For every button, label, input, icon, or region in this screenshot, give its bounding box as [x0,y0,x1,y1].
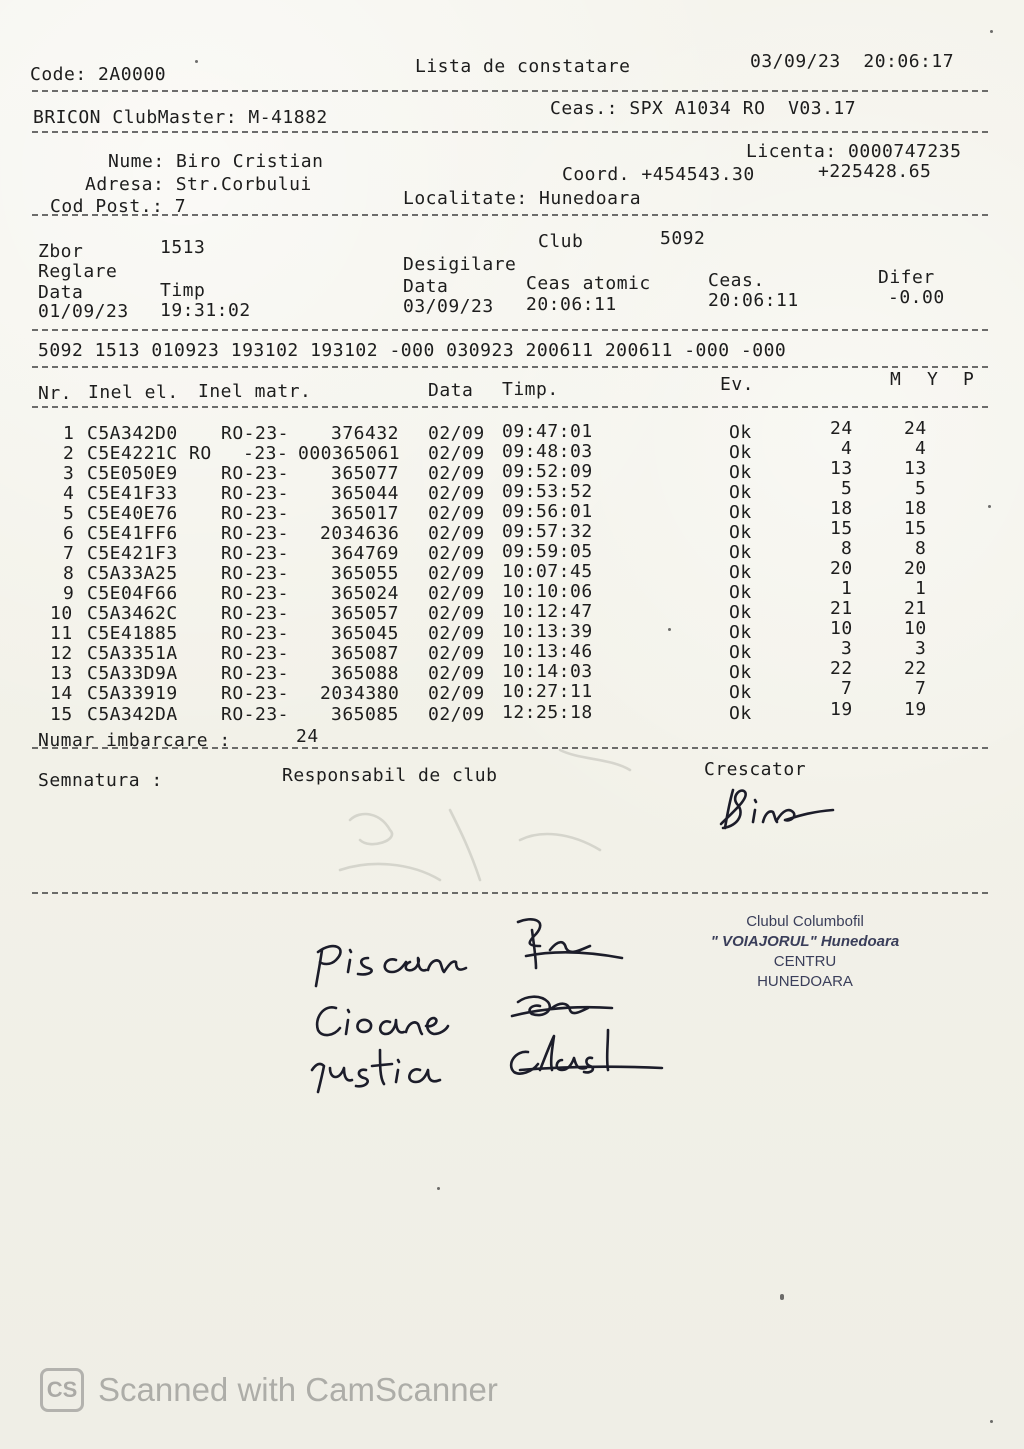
row-nr: 12 [50,643,73,664]
row-time: 09:57:32 [502,521,593,542]
row-nr: 2 [63,443,75,464]
club-stamp [690,912,920,992]
difer-label: Difer [878,267,935,288]
row-date: 02/09 [428,423,485,444]
breeder-label: Crescator [704,759,807,780]
row-ev: Ok [729,522,752,543]
row-date: 02/09 [428,563,485,584]
row-m: 4 [841,438,853,459]
stamp-line-2: " VOIAJORUL" Hunedoara [710,933,900,950]
row-y: 3 [915,638,927,659]
row-nr: 1 [63,423,75,444]
row-nr: 7 [63,543,75,564]
row-nr: 10 [50,603,73,624]
divider [32,406,988,408]
row-inel-el: C5E41FF6 [87,523,178,544]
row-ev: Ok [729,502,752,523]
divider [32,131,988,133]
row-y: 22 [904,658,927,679]
row-m: 5 [841,478,853,499]
row-prefix: RO-23- [221,663,290,684]
row-ev: Ok [729,682,752,703]
clock-time: 20:06:11 [708,290,799,311]
row-ev: Ok [729,442,752,463]
row-matr: 365087 [331,643,400,664]
scan-speck [668,628,671,631]
row-time: 09:48:03 [502,441,593,462]
row-inel-el: C5A33A25 [87,563,178,584]
row-date: 02/09 [428,583,485,604]
row-prefix: RO-23- [221,503,290,524]
coord-longitude: +225428.65 [818,161,932,182]
col-data: Data [428,380,474,401]
row-ev: Ok [729,662,752,683]
license-number: Licenta: 0000747235 [746,141,962,162]
scan-speck [990,1420,993,1423]
divider [32,892,988,894]
row-m: 1 [841,578,853,599]
row-m: 13 [830,458,853,479]
row-ev: Ok [729,642,752,663]
stamp-line-3: CENTRU [773,953,837,970]
coord-latitude: Coord. +454543.30 [562,164,755,185]
commission-signatures [300,910,680,1100]
row-prefix: RO-23- [221,623,290,644]
row-time: 10:07:45 [502,561,593,582]
row-inel-el: C5E050E9 [87,463,178,484]
scan-speck [195,60,198,63]
camscanner-logo-icon: CS [40,1368,84,1412]
row-matr: 365088 [331,663,400,684]
row-prefix: RO-23- [221,543,290,564]
row-inel-el: C5E40E76 [87,503,178,524]
row-matr: 364769 [331,543,400,564]
scan-speck [990,30,993,33]
scan-speck [437,1187,440,1190]
row-ev: Ok [729,422,752,443]
row-time: 09:56:01 [502,501,593,522]
row-date: 02/09 [428,443,485,464]
boarding-label: Numar imbarcare : [38,730,231,751]
timp-label: Timp [160,280,206,301]
row-ev: Ok [729,542,752,563]
row-m: 19 [830,699,853,720]
row-m: 20 [830,558,853,579]
row-inel-el: C5E421F3 [87,543,178,564]
row-date: 02/09 [428,683,485,704]
row-date: 02/09 [428,523,485,544]
club-responsible-label: Responsabil de club [282,765,498,786]
col-m: M [890,369,902,390]
difer-value: -0.00 [888,287,945,308]
row-inel-el: C5E4221C RO [87,443,212,464]
reglare-time: 19:31:02 [160,300,251,321]
breeder-signature [715,782,845,837]
table-row [0,699,1024,725]
row-y: 4 [915,438,927,459]
row-matr: 365045 [331,623,400,644]
signature-label: Semnatura : [38,770,163,791]
club-label: Club [538,231,584,252]
row-m: 7 [841,678,853,699]
atomic-time: 20:06:11 [526,294,617,315]
row-prefix: RO-23- [221,523,290,544]
stamp-line-1: Clubul Columbofil [746,913,864,930]
row-nr: 6 [63,523,75,544]
row-matr: 365044 [331,483,400,504]
row-nr: 14 [50,683,73,704]
row-time: 12:25:18 [502,702,593,723]
clubmaster-id: BRICON ClubMaster: M-41882 [33,107,328,128]
code-line: 5092 1513 010923 193102 193102 -000 030923 200611 200611 -000 -000 [38,340,787,361]
row-prefix: RO-23- [221,463,290,484]
club-value: 5092 [660,228,706,249]
row-y: 18 [904,498,927,519]
show-through-ink [330,740,650,900]
row-m: 3 [841,638,853,659]
row-nr: 15 [50,704,73,725]
row-inel-el: C5E04F66 [87,583,178,604]
owner-postcode: Cod Post.: 7 [50,196,187,217]
owner-address: Adresa: Str.Corbului [85,174,312,195]
stamp-line-4: HUNEDOARA [757,973,853,990]
col-inel-matr: Inel matr. [198,381,312,402]
row-y: 24 [904,418,927,439]
row-y: 10 [904,618,927,639]
row-inel-el: C5A342D0 [87,423,178,444]
row-matr: 376432 [331,423,400,444]
row-matr: 365077 [331,463,400,484]
divider [32,90,988,92]
watermark-text: Scanned with CamScanner [98,1371,498,1408]
row-time: 10:14:03 [502,661,593,682]
col-ev: Ev. [720,374,755,395]
zbor-label: Zbor [38,241,84,262]
desigilare-label: Desigilare [403,254,517,275]
row-time: 09:53:52 [502,481,593,502]
print-datetime: 03/09/23 20:06:17 [750,51,955,72]
row-time: 10:27:11 [502,681,593,702]
scan-speck [988,505,991,508]
row-inel-el: C5A342DA [87,704,178,725]
row-inel-el: C5A3462C [87,603,178,624]
col-nr: Nr. [38,383,73,404]
row-matr: 2034380 [320,683,400,704]
camscanner-watermark [40,1366,498,1414]
row-prefix: RO-23- [221,704,290,725]
row-ev: Ok [729,602,752,623]
row-y: 20 [904,558,927,579]
clock-id: Ceas.: SPX A1034 RO V03.17 [550,98,857,119]
col-inel-el: Inel el. [88,382,179,403]
code-label: Code: 2A0000 [30,64,167,85]
row-y: 15 [904,518,927,539]
row-m: 24 [830,418,853,439]
row-matr: 365024 [331,583,400,604]
row-date: 02/09 [428,543,485,564]
row-date: 02/09 [428,704,485,725]
col-p: P [963,369,975,390]
row-inel-el: C5A33D9A [87,663,178,684]
row-matr: 365017 [331,503,400,524]
reglare-label: Reglare [38,261,118,282]
row-y: 21 [904,598,927,619]
row-time: 09:52:09 [502,461,593,482]
col-timp: Timp. [502,379,559,400]
ceas-atomic-label: Ceas atomic [526,273,651,294]
row-inel-el: C5A3351A [87,643,178,664]
row-nr: 11 [50,623,73,644]
row-prefix: RO-23- [221,643,290,664]
divider [32,214,988,216]
row-m: 8 [841,538,853,559]
scan-speck [780,1294,784,1300]
divider [32,329,988,331]
row-date: 02/09 [428,503,485,524]
row-time: 09:47:01 [502,421,593,442]
row-nr: 13 [50,663,73,684]
row-y: 7 [915,678,927,699]
boarding-value: 24 [296,726,319,747]
row-nr: 4 [63,483,75,504]
row-time: 10:10:06 [502,581,593,602]
row-date: 02/09 [428,643,485,664]
row-nr: 5 [63,503,75,524]
row-matr: 365085 [331,704,400,725]
row-inel-el: C5E41885 [87,623,178,644]
desigilare-date: 03/09/23 [403,296,494,317]
col-y: Y [927,369,939,390]
row-time: 10:12:47 [502,601,593,622]
row-inel-el: C5A33919 [87,683,178,704]
zbor-value: 1513 [160,237,206,258]
row-prefix: RO-23- [221,603,290,624]
row-m: 10 [830,618,853,639]
row-prefix: RO-23- [221,563,290,584]
row-y: 1 [915,578,927,599]
row-matr: 365057 [331,603,400,624]
data2-label: Data [403,276,449,297]
row-ev: Ok [729,462,752,483]
row-nr: 9 [63,583,75,604]
row-date: 02/09 [428,603,485,624]
row-prefix: RO-23- [221,423,290,444]
row-ev: Ok [729,482,752,503]
locality: Localitate: Hunedoara [403,188,642,209]
row-y: 19 [904,699,927,720]
row-date: 02/09 [428,623,485,644]
owner-name: Nume: Biro Cristian [108,151,324,172]
row-ev: Ok [729,582,752,603]
divider [32,366,988,368]
row-prefix: RO-23- [221,683,290,704]
row-ev: Ok [729,703,752,724]
reglare-date: 01/09/23 [38,301,129,322]
row-matr: 2034636 [320,523,400,544]
ceas-label: Ceas. [708,270,765,291]
row-ev: Ok [729,622,752,643]
row-date: 02/09 [428,463,485,484]
row-date: 02/09 [428,663,485,684]
row-matr: 365055 [331,563,400,584]
row-ev: Ok [729,562,752,583]
data-label: Data [38,282,84,303]
document-title: Lista de constatare [415,56,631,77]
row-date: 02/09 [428,483,485,504]
row-y: 5 [915,478,927,499]
row-time: 10:13:39 [502,621,593,642]
row-y: 13 [904,458,927,479]
row-prefix: RO-23- [221,583,290,604]
row-m: 15 [830,518,853,539]
row-matr: 000365061 [298,443,401,464]
row-prefix: -23- [243,443,289,464]
row-prefix: RO-23- [221,483,290,504]
row-m: 22 [830,658,853,679]
row-y: 8 [915,538,927,559]
row-nr: 3 [63,463,75,484]
row-time: 09:59:05 [502,541,593,562]
row-time: 10:13:46 [502,641,593,662]
row-m: 18 [830,498,853,519]
row-m: 21 [830,598,853,619]
table-row [0,678,1024,704]
row-nr: 8 [63,563,75,584]
row-inel-el: C5E41F33 [87,483,178,504]
